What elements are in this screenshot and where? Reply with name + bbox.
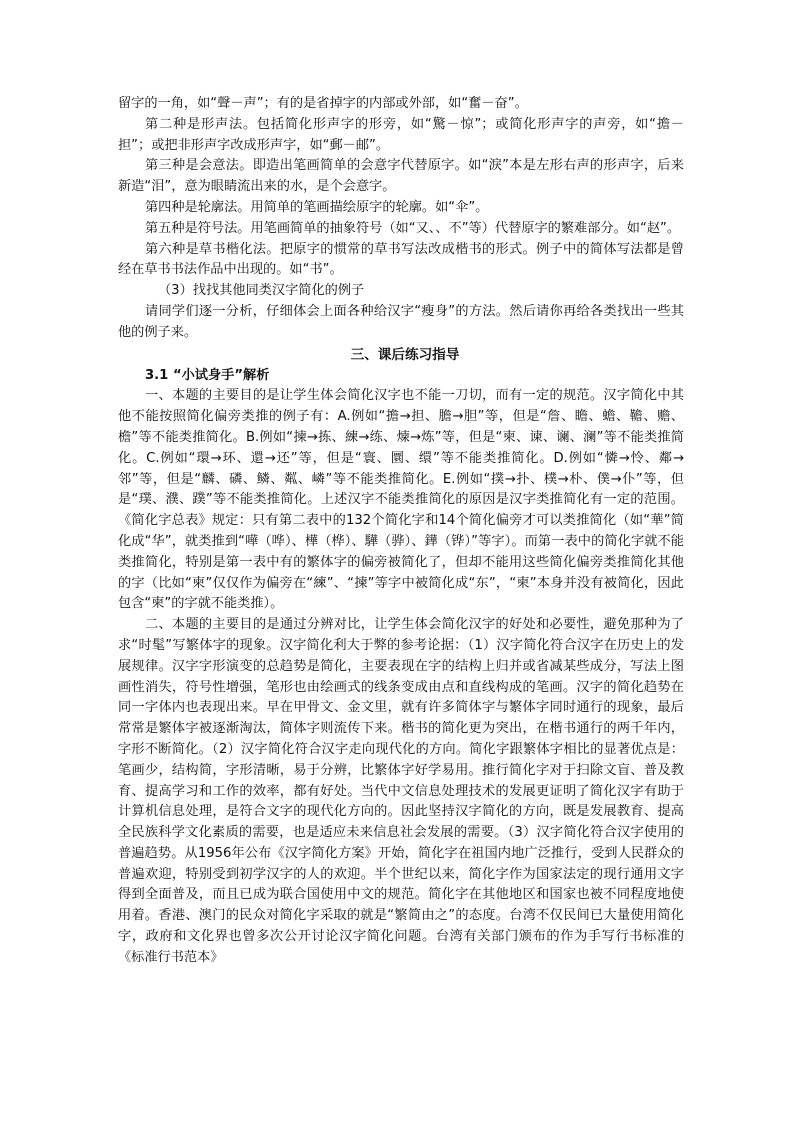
paragraph-method-4: 第四种是轮廓法。用简单的笔画描绘原字的轮廓。如“伞”。: [145, 199, 489, 215]
section-heading: 三、课后练习指导: [350, 346, 460, 363]
paragraph-answer-1: 一、本题的主要目的是让学生体会简化汉字也不能一刀切，而有一定的规范。汉字简化中其他不能按照简化偏旁类推的例子有：A.例如“擔→担、膽→胆”等，但是“詹、瞻、蟾、韂、赡、檐”等不能类推简化。B.例如“揀→拣、練→练、煉→炼”等，但是“柬、谏、谰、澜”等不能类推简化。C.例如“環→环、還→还”等，但是“寰、圜、缳”等不能类推简化。D.例如“憐→怜、鄰→邻”等，但是“麟、磷、鳞、粼、嶙”等不能类推简化。E.例如“撲→扑、樸→朴、僕→仆”等，但是“璞、濮、蹼”等不能类推简化。上述汉字不能类推简化的原因是汉字类推简化有一定的范围。《简化字总表》规定：只有第二表中的132个简化字和14个简化偏旁才可以类推简化（如“華”简化成“华”，就类推到“嘩（哗）、樺（桦）、驊（骅）、鏵（铧）”等字）。而第一表中的简化字就不能类推简化，特别是第一表中有的繁体字的偏旁被简化了，但却不能用这些简化偏旁类推简化其他的字（比如“柬”仅仅作为偏旁在“練”、“揀”等字中被简化成“东”，“柬”本身并没有被简化，因此包含“柬”的字就不能类推）。: [118, 388, 684, 612]
paragraph-task-instruction: 请同学们逐一分析，仔细体会上面各种给汉字“瘦身”的方法。然后请你再给各类找出一些其他的例子来。: [118, 303, 684, 340]
paragraph-answer-2: 二、本题的主要目的是通过分辨对比，让学生体会简化汉字的好处和必要性，避免那种为了求“时髦”写繁体字的现象。汉字简化利大于弊的参考论据：（1）汉字简化符合汉字在历史上的发展规律。汉字字形演变的总趋势是简化，主要表现在字的结构上归并或省减某些成分，写法上图画性消失，符号性增强，笔形也由绘画式的线条变成由点和直线构成的笔画。汉字的简化趋势在同一字体内也表现出来。早在甲骨文、金文里，就有许多简体字与繁体字同时通行的现象，最后常常是繁体字被逐渐淘汰，简体字则流传下来。楷书的简化更为突出，在楷书通行的两千年内，字形不断简化。（2）汉字简化符合汉字走向现代化的方向。简化字跟繁体字相比的显著优点是：笔画少，结构简，字形清晰，易于分辨，比繁体字好学易用。推行简化字对于扫除文盲、普及教育、提高学习和工作的效率，都有好处。当代中文信息处理技术的发展更证明了简化汉字有助于计算机信息处理，是符合文字的现代化方向的。因此坚持汉字简化的方向，既是发展教育、提高全民族科学文化素质的需要，也是适应未来信息社会发展的需要。（3）汉字简化符合汉字使用的普遍趋势。从1956年公布《汉字简化方案》开始，简化字在祖国内地广泛推行，受到人民群众的普遍欢迎，特别受到初学汉字的人的欢迎。半个世纪以来，简化字作为国家法定的现行通用文字得到全面普及，而且已成为联合国使用中文的规范。简化字在其他地区和国家也被不同程度地使用着。香港、澳门的民众对简化字采取的就是“繁简由之”的态度。台湾不仅民间已大量使用简化字，政府和文化界也曾多次公开讨论汉字简化问题。台湾有关部门颁布的作为手写行书标准的《标准行书范本》: [118, 617, 684, 965]
paragraph-method-5: 第五种是符号法。用笔画简单的抽象符号（如“又、、不”等）代替原字的繁难部分。如“赵”。: [145, 220, 681, 236]
paragraph-method-3: 第三种是会意法。即造出笔画简单的会意字代替原字。如“淚”本是左形右声的形声字，后来新造“泪”，意为眼睛流出来的水，是个会意字。: [118, 158, 684, 195]
paragraph-task-3: （3）找找其他同类汉字简化的例子: [158, 283, 365, 299]
paragraph-method-2: 第二种是形声法。包括简化形声字的形旁，如“驚－惊”；或简化形声字的声旁，如“擔－担”；或把非形声字改成形声字，如“郵－邮”。: [118, 116, 684, 153]
paragraph-continuation: 留字的一角，如“聲－声”；有的是省掉字的内部或外部，如“奮－奋”。: [118, 96, 528, 111]
paragraph-method-6: 第六种是草书楷化法。把原字的惯常的草书写法改成楷书的形式。例子中的简体写法都是曾经在草书书法作品中出现的。如“书”。: [118, 241, 684, 278]
document-page: [118, 94, 684, 969]
subsection-heading: 3.1 “小试身手”解析: [145, 367, 270, 383]
